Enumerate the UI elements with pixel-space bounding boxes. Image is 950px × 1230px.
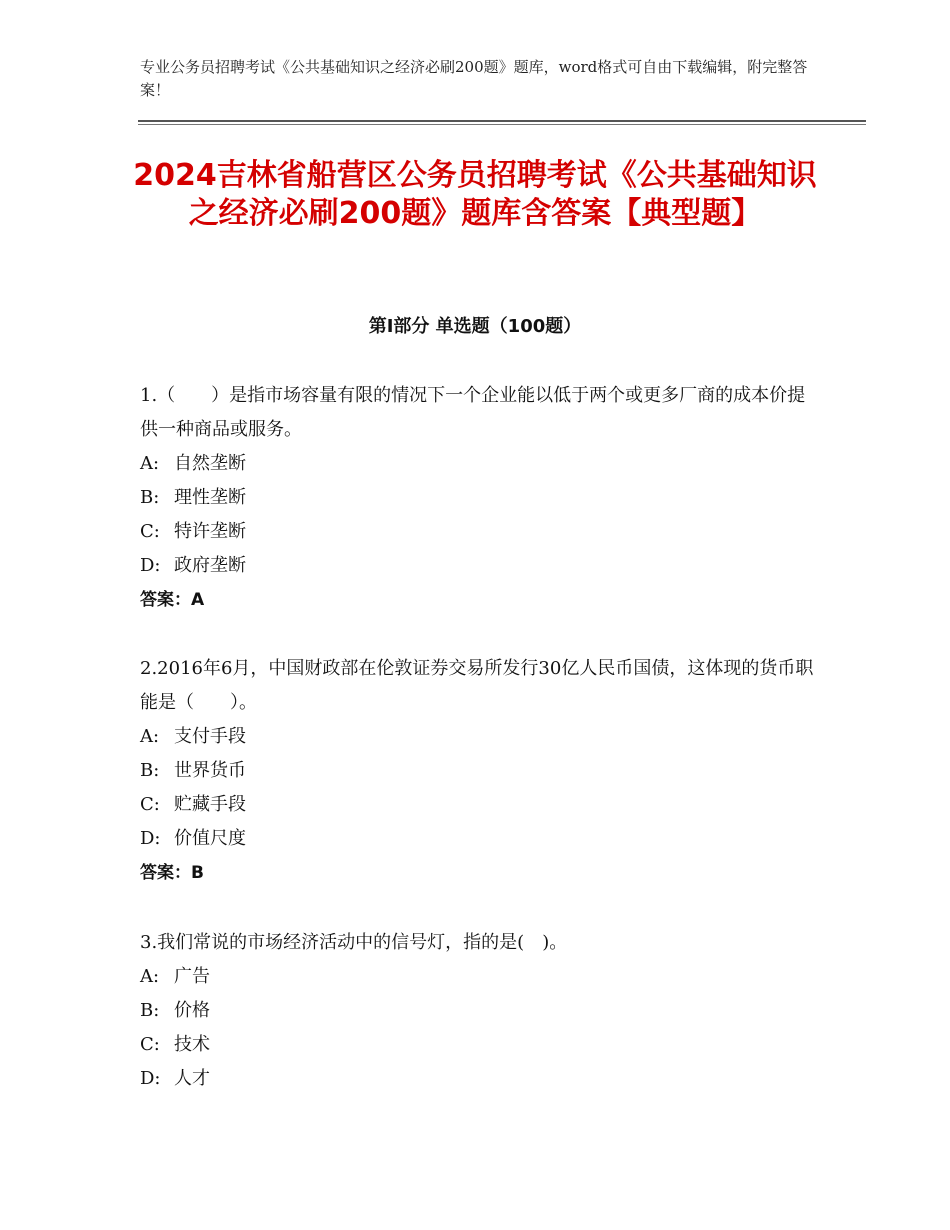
option-b: [140, 754, 820, 788]
option-key: D:: [140, 555, 161, 576]
header-divider-thick: [138, 120, 866, 122]
option-text: 价值尺度: [174, 828, 246, 849]
option-key: B:: [140, 1000, 160, 1021]
question-3: [140, 926, 820, 1096]
option-key: A:: [140, 966, 160, 987]
option-key: C:: [140, 1034, 160, 1055]
page-header-note: 专业公务员招聘考试《公共基础知识之经济必刷200题》题库，word格式可自由下载编辑，附完整答案！: [140, 58, 808, 99]
option-a: [140, 447, 820, 481]
section-heading: 第I部分 单选题（100题）: [368, 316, 582, 337]
option-text: 自然垄断: [174, 453, 246, 474]
question-stem: 1.（ ）是指市场容量有限的情况下一个企业能以低于两个或更多厂商的成本价提供一种商品或服务。: [140, 385, 806, 440]
option-d: [140, 1062, 820, 1096]
option-key: B:: [140, 760, 160, 781]
option-b: [140, 481, 820, 515]
answer-line: 答案：B: [140, 863, 204, 883]
option-text: 理性垄断: [174, 487, 246, 508]
option-c: [140, 1028, 820, 1062]
option-c: [140, 788, 820, 822]
option-key: A:: [140, 453, 160, 474]
option-b: [140, 994, 820, 1028]
option-a: [140, 720, 820, 754]
option-key: D:: [140, 1068, 161, 1089]
option-text: 广告: [174, 966, 210, 987]
option-text: 政府垄断: [174, 555, 246, 576]
option-text: 人才: [174, 1068, 210, 1089]
option-text: 贮藏手段: [174, 794, 246, 815]
option-key: C:: [140, 794, 160, 815]
option-text: 世界货币: [174, 760, 246, 781]
question-1: [140, 379, 820, 617]
option-text: 技术: [174, 1034, 210, 1055]
option-d: [140, 822, 820, 856]
option-c: [140, 515, 820, 549]
question-stem: 2.2016年6月，中国财政部在伦敦证券交易所发行30亿人民币国债，这体现的货币职能是（ ）。: [140, 658, 814, 713]
document-title: 2024吉林省船营区公务员招聘考试《公共基础知识之经济必刷200题》题库含答案【典型题】: [133, 158, 817, 231]
option-a: [140, 960, 820, 994]
answer-line: 答案：A: [140, 590, 205, 610]
option-text: 支付手段: [174, 726, 246, 747]
option-key: C:: [140, 521, 160, 542]
option-key: B:: [140, 487, 160, 508]
option-text: 特许垄断: [174, 521, 246, 542]
header-divider-thin: [138, 124, 866, 125]
question-stem: 3.我们常说的市场经济活动中的信号灯，指的是( )。: [140, 932, 568, 953]
question-2: [140, 652, 820, 890]
option-text: 价格: [174, 1000, 210, 1021]
option-key: A:: [140, 726, 160, 747]
option-key: D:: [140, 828, 161, 849]
option-d: [140, 549, 820, 583]
